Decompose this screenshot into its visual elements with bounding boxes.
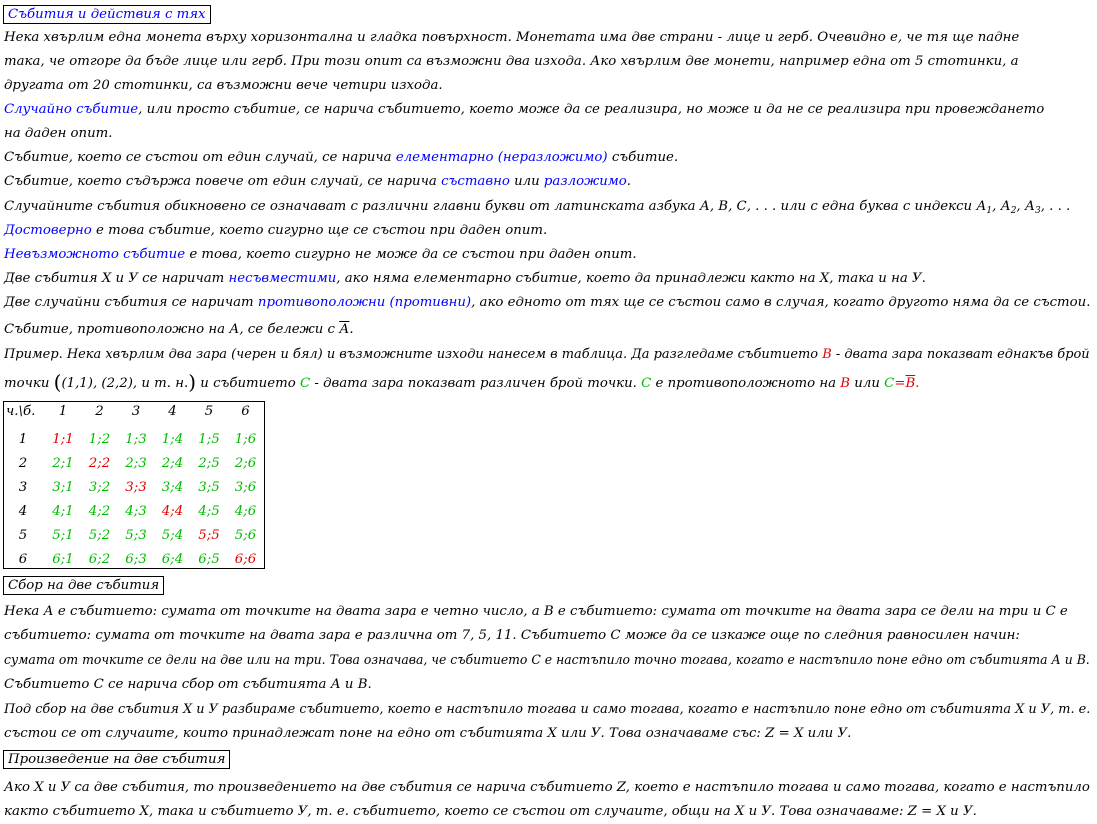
sum-line-6: състои се от случаите, които принадлежат поне на едно от събитията Х или У. Това означаваме със: Z = Х или У. — [4, 726, 852, 741]
example-dot: . — [915, 376, 920, 391]
event-c-label-2: С — [641, 376, 652, 391]
example-l2-pre: точки — [4, 376, 54, 391]
table-cell: 6;6 — [234, 552, 257, 567]
table-cell: 6;5 — [198, 552, 220, 567]
term-opposite: противоположни (противни) — [257, 295, 472, 310]
table-row — [4, 456, 264, 480]
notation-m2: , А — [1016, 199, 1035, 214]
table-col-header: 3 — [131, 404, 141, 419]
table-col-header: 5 — [204, 404, 214, 419]
table-cell: 1;5 — [198, 432, 220, 447]
example-l2-mid2: - двата зара показват различен брой точки. — [310, 376, 642, 391]
table-cell: 1;2 — [88, 432, 111, 447]
def-random-line-2: на даден опит. — [4, 126, 113, 141]
def-elementary-pre: Събитие, което се състои от един случай, се нарича — [4, 150, 396, 165]
term-certain: Достоверно — [4, 223, 92, 238]
def-composite-post: . — [626, 174, 632, 189]
table-row-header: 5 — [18, 528, 28, 543]
table-cell: 3;6 — [234, 480, 257, 495]
table-cell: 4;1 — [52, 504, 74, 519]
def-opposite — [4, 295, 1090, 311]
table-cell: 1;6 — [234, 432, 257, 447]
table-cell: 2;1 — [52, 456, 74, 471]
table-row-header: 2 — [18, 456, 28, 471]
table-cell: 6;4 — [161, 552, 184, 567]
def-incompatible — [4, 271, 926, 287]
table-row-header: 6 — [18, 552, 28, 567]
example-line-1 — [4, 347, 1090, 363]
def-composite — [4, 174, 631, 190]
table-cell: 3;2 — [88, 480, 111, 495]
example-pre: Пример. Нека хвърлим два зара (черен и бял) и възможните изходи нанесем в таблица. Да разгледаме събитието — [4, 347, 823, 362]
complement-post: . — [349, 322, 354, 337]
table-cell: 3;4 — [161, 480, 184, 495]
table-cell: 1;3 — [125, 432, 147, 447]
term-elementary: елементарно (неразложимо) — [395, 150, 608, 165]
table-col-header: 6 — [241, 404, 250, 419]
table-cell: 4;4 — [161, 504, 184, 519]
table-cell: 2;4 — [161, 456, 184, 471]
example-or: или — [850, 376, 885, 391]
def-notation — [4, 199, 1070, 219]
term-decomposable: разложимо — [543, 174, 627, 189]
term-composite: съставно — [441, 174, 510, 189]
def-composite-pre: Събитие, което съдържа повече от един случай, се нарича — [4, 174, 442, 189]
term-random-event: Случайно събитие — [4, 102, 139, 117]
example-post: - двата зара показват еднакъв брой — [831, 347, 1090, 362]
notation-m1: , А — [992, 199, 1011, 214]
dice-outcome-table — [3, 401, 265, 569]
table-row-header: 4 — [18, 504, 28, 519]
table-cell: 4;2 — [88, 504, 111, 519]
table-cell: 4;6 — [234, 504, 257, 519]
table-row — [4, 432, 264, 456]
table-row — [4, 504, 264, 528]
table-row — [4, 480, 264, 504]
section-title-sum: Сбор на две събития — [3, 576, 164, 595]
table-cell: 6;3 — [125, 552, 147, 567]
table-cell: 3;5 — [198, 480, 220, 495]
notation-pre: Случайните събития обикновено се означават с различни главни букви от латинската азбука А, В, С, . . . или с една буква с индекси А — [4, 199, 987, 214]
complement-symbol: А — [339, 322, 350, 337]
def-elementary — [4, 150, 678, 166]
def-impossible-text: е това, което сигурно не може да се състои при даден опит. — [185, 247, 637, 262]
table-col-header: 4 — [168, 404, 177, 419]
section-title-events: Събития и действия с тях — [3, 5, 211, 24]
table-cell: 3;1 — [52, 480, 74, 495]
event-c-label: С — [299, 376, 311, 391]
example-outcomes: (1,1), (2,2), и т. н. — [61, 376, 189, 391]
sum-line-3: сумата от точките се дели на две или на три. Това означава, че събитието С е настъпило точно тогава, когато е настъпило поне едно от събитията А и В. — [4, 653, 1090, 668]
sum-line-4: Събитието С се нарича сбор от събитията А и В. — [4, 677, 372, 692]
product-line-2: както събитието Х, така и събитието У, т. е. събитието, което се състои от случаите, общи на Х и У. Това означаваме: Z = Х и У. — [4, 804, 977, 819]
intro-line-1: Нека хвърлим една монета върху хоризонтална и гладка повърхност. Монетата има две страни - лице и герб. Очевидно е, че тя ще падне — [4, 30, 1020, 45]
example-l2-mid: и събитието — [196, 376, 300, 391]
table-row-header: 3 — [18, 480, 28, 495]
table-cell: 5;1 — [52, 528, 74, 543]
event-c-label-3: С — [884, 376, 895, 391]
table-cell: 5;6 — [234, 528, 257, 543]
table-corner-label: ч.\б. — [6, 404, 36, 419]
sum-line-2: събитието: сумата от точките на двата зара е различна от 7, 5, 11. Събитието С може да се изкаже още по следния равносилен начин: — [4, 628, 1020, 643]
table-col-header: 2 — [95, 404, 104, 419]
table-cell: 6;1 — [52, 552, 74, 567]
term-impossible: Невъзможното събитие — [4, 247, 186, 262]
table-row-header: 1 — [18, 432, 28, 447]
sub-1: 1 — [986, 206, 993, 216]
close-paren: ) — [188, 370, 197, 394]
table-cell: 1;4 — [161, 432, 184, 447]
def-incompatible-pre: Две събития Х и У се наричат — [4, 271, 229, 286]
product-line-1: Ако Х и У са две събития, то произведението на две събития се нарича събитието Z, което е настъпило тогава и само тогава, когато е настъпило — [4, 780, 1090, 795]
table-cell: 4;5 — [198, 504, 220, 519]
sub-3: 3 — [1034, 206, 1041, 216]
def-elementary-post: събитие. — [607, 150, 679, 165]
def-random-line-1 — [4, 102, 1044, 118]
intro-line-2: така, че отгоре да бъде лице или герб. При този опит са възможни два изхода. Ако хвърлим две монети, например една от 5 стотинки, а — [4, 54, 1019, 69]
example-l2-mid3: е противоположното на — [651, 376, 841, 391]
def-impossible — [4, 247, 637, 263]
table-cell: 2;6 — [234, 456, 257, 471]
def-opposite-pre: Две случайни събития се наричат — [4, 295, 258, 310]
table-cell: 5;5 — [198, 528, 220, 543]
sub-2: 2 — [1010, 206, 1017, 216]
table-cell: 5;2 — [88, 528, 111, 543]
event-b-label: В — [822, 347, 832, 362]
table-header-row — [4, 404, 264, 428]
example-line-2 — [4, 370, 920, 394]
def-certain — [4, 223, 547, 239]
def-certain-text: е това събитие, което сигурно ще се състои при даден опит. — [91, 223, 548, 238]
def-incompatible-post: , ако няма елементарно събитие, което да принадлежи както на Х, така и на У. — [336, 271, 926, 286]
def-composite-mid: или — [509, 174, 544, 189]
table-cell: 2;3 — [125, 456, 147, 471]
table-cell: 5;4 — [161, 528, 184, 543]
table-cell: 6;2 — [88, 552, 111, 567]
table-cell: 2;2 — [88, 456, 111, 471]
table-cell: 5;3 — [125, 528, 147, 543]
complement-pre: Събитие, противоположно на А, се бележи с — [4, 322, 340, 337]
notation-post: , . . . — [1040, 199, 1071, 214]
b-complement: В — [905, 376, 916, 391]
table-row — [4, 552, 264, 576]
open-paren: ( — [53, 370, 62, 394]
table-cell: 3;3 — [125, 480, 147, 495]
sum-line-5: Под сбор на две събития Х и У разбираме събитието, което е настъпило тогава и само тогава, когато е настъпило поне едно от събитията Х и У, т. е. — [4, 702, 1091, 717]
def-complement — [4, 322, 354, 338]
def-random-text: , или просто събитие, се нарича събитието, което може да се реализира, но може и да не се реализира при провеждането — [138, 102, 1045, 117]
table-col-header: 1 — [58, 404, 68, 419]
def-opposite-post: , ако едното от тях ще се състои само в случая, когато другото няма да се състои. — [471, 295, 1091, 310]
table-cell: 1;1 — [52, 432, 74, 447]
term-incompatible: несъвместими — [228, 271, 337, 286]
equals-sign: = — [894, 376, 906, 391]
table-cell: 2;5 — [198, 456, 220, 471]
table-row — [4, 528, 264, 552]
table-cell: 4;3 — [125, 504, 147, 519]
event-b-label-2: В — [840, 376, 851, 391]
section-title-product: Произведение на две събития — [3, 750, 230, 769]
intro-line-3: другата от 20 стотинки, са възможни вече четири изхода. — [4, 78, 443, 93]
sum-line-1: Нека А е събитието: сумата от точките на двата зара е четно число, а В е събитието: сумата от точките на двата зара се дели на три и С е — [4, 604, 1068, 619]
